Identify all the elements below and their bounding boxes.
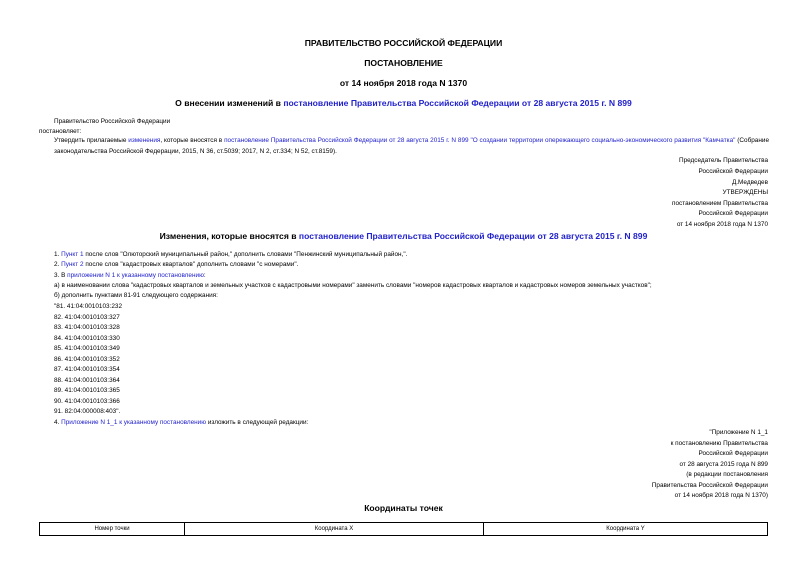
item-4-prefix: 4.: [54, 419, 62, 426]
item-4: [54, 419, 308, 426]
item-2-link[interactable]: Пункт 2: [61, 261, 84, 268]
appendix-line-1: "Приложение N 1_1: [709, 429, 768, 436]
intro-line-2: постановляет:: [39, 128, 82, 135]
cadastral-number: 89. 41:04:0010103:365: [54, 387, 120, 394]
changes-title-prefix: Изменения, которые вносятся в: [159, 231, 299, 241]
item-4-suffix: изложить в следующей редакции:: [206, 419, 309, 426]
coords-table: [39, 522, 768, 536]
approved-label: УТВЕРЖДЕНЫ: [722, 189, 768, 196]
appendix-line-2: к постановлению Правительства: [670, 440, 768, 447]
coords-col-number: Номер точки: [40, 523, 185, 536]
intro-p-prefix: Утвердить прилагаемые: [54, 137, 129, 144]
approved-date: от 14 ноября 2018 года N 1370: [676, 221, 768, 228]
title-link[interactable]: постановление Правительства Российской Федерации от 28 августа 2015 г. N 899: [283, 98, 632, 108]
item-3-link[interactable]: приложении N 1 к указанному постановлению: [67, 272, 204, 279]
cadastral-number: 84. 41:04:0010103:330: [54, 334, 120, 342]
item-1-link[interactable]: Пункт 1: [61, 251, 84, 258]
cadastral-number: 85. 41:04:0010103:349: [54, 345, 120, 352]
document-date: от 14 ноября 2018 года N 1370: [339, 78, 468, 88]
approved-line-1: постановлением Правительства: [672, 200, 768, 207]
signature-line-2: Российской Федерации: [698, 168, 768, 175]
appendix-line-5: (в редакции постановления: [686, 471, 768, 478]
item-3a: а) в наименовании слова "кадастровых кварталов и земельных участков с кадастровыми номерами" заменить словами "номеров кадастровых кварталов и кадастровых номеров земельных участков";: [54, 282, 652, 289]
item-2-text: после слов "кадастровых кварталов" дополнить словами "с номерами".: [83, 261, 299, 268]
cadastral-number: "81. 41:04:0010103:232: [54, 303, 123, 310]
coords-title: Координаты точек: [364, 503, 443, 513]
coords-col-x: Координата X: [185, 523, 484, 536]
appendix-line-6: Правительства Российской Федерации: [651, 482, 768, 489]
item-4-link[interactable]: Приложение N 1_1 к указанному постановлению: [61, 419, 207, 426]
cadastral-number: 90. 41:04:0010103:366: [54, 397, 120, 405]
approved-line-2: Российской Федерации: [698, 210, 768, 217]
intro-line-1: Правительство Российской Федерации: [54, 118, 171, 125]
intro-p-suffix: (Собрание законодательства Российской Федерации, 2015, N 36, ст.5039; 2017, N 2, ст.334; N 52, ст.8159).: [54, 137, 770, 155]
government-name: ПРАВИТЕЛЬСТВО РОССИЙСКОЙ ФЕДЕРАЦИИ: [304, 38, 503, 48]
changes-title: [0, 231, 807, 241]
cadastral-number: 82. 41:04:0010103:327: [54, 313, 120, 321]
item-2: 2. Пункт 2 после слов "кадастровых кварталов" дополнить словами "с номерами".: [54, 261, 299, 268]
item-1: 1. Пункт 1 после слов "Олюторский муниципальный район," дополнить словами "Пенжинский муниципальный район,".: [54, 251, 408, 258]
appendix-line-3: Российской Федерации: [698, 450, 768, 457]
changes-link[interactable]: изменения: [128, 137, 161, 144]
decree-899-link[interactable]: постановление Правительства Российской Федерации от 28 августа 2015 г. N 899 "О создании территории опережающего социально-экономического развития "Камчатка": [224, 137, 736, 144]
document-title: [0, 98, 807, 108]
item-3-prefix: 3. В: [54, 272, 68, 279]
title-prefix: О внесении изменений в: [175, 98, 284, 108]
item-3-suffix: :: [203, 272, 206, 279]
item-1-text: после слов "Олюторский муниципальный район," дополнить словами "Пенжинский муниципальный район,".: [83, 251, 408, 258]
signature-name: Д.Медведев: [731, 179, 768, 186]
document-type: ПОСТАНОВЛЕНИЕ: [364, 58, 443, 68]
cadastral-number: 91. 82:04:000008:403".: [54, 408, 121, 415]
changes-title-link[interactable]: постановление Правительства Российской Федерации от 28 августа 2015 г. N 899: [298, 231, 648, 241]
intro-paragraph: [54, 136, 769, 157]
cadastral-number: 83. 41:04:0010103:328: [54, 324, 120, 331]
item-3b: б) дополнить пунктами 81-91 следующего содержания:: [54, 292, 218, 299]
cadastral-number: 86. 41:04:0010103:352: [54, 355, 120, 363]
intro-p-mid: , которые вносятся в: [160, 137, 225, 144]
appendix-line-7: от 14 ноября 2018 года N 1370): [674, 492, 768, 499]
cadastral-number: 88. 41:04:0010103:364: [54, 376, 120, 384]
appendix-line-4: от 28 августа 2015 года N 899: [679, 461, 768, 468]
item-3: [54, 272, 206, 279]
coords-header-row: [40, 523, 768, 536]
signature-line-1: Председатель Правительства: [679, 157, 768, 164]
coords-col-y: Координата Y: [484, 523, 768, 536]
cadastral-number: 87. 41:04:0010103:354: [54, 366, 120, 373]
